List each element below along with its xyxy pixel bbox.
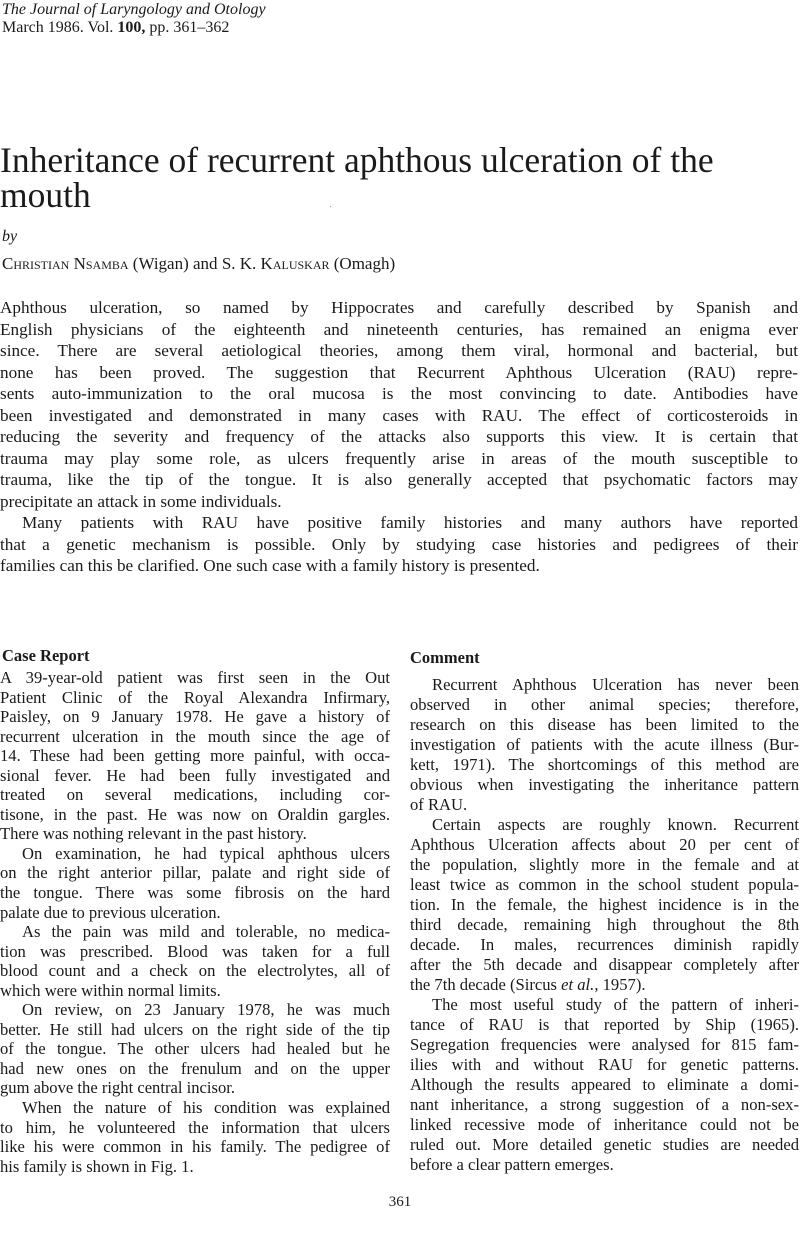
paragraph <box>0 297 798 512</box>
text-line: treated on several medications, including cor- <box>0 785 390 805</box>
text-line: precipitate an attack in some individuals. <box>0 491 282 511</box>
text-line: Aphthous ulceration, so named by Hippocrates and carefully described by Spanish and <box>0 298 798 317</box>
text-line: trauma, like the tip of the tongue. It is also generally accepted that psychomatic factors may <box>0 470 798 489</box>
journal-name: The Journal of Laryngology and Otology <box>2 1 266 18</box>
text-line: that a genetic mechanism is possible. Only by studying case histories and pedigrees of their <box>0 534 798 554</box>
paragraph <box>0 1000 390 1098</box>
text-line: better. He still had ulcers on the right side of the tip <box>0 1019 390 1039</box>
comment-body <box>410 675 799 1175</box>
paragraph <box>0 844 390 922</box>
text-line: the tongue. There was some fibrosis on the hard <box>0 883 390 903</box>
issue-info <box>2 18 229 37</box>
text-line: When the nature of his condition was explained <box>22 1098 390 1118</box>
text-line: ilies with and without RAU for genetic patterns. <box>410 1055 799 1074</box>
text-line: The most useful study of the pattern of inheri- <box>432 995 799 1014</box>
text-line: of the tongue. The other ulcers had healed but he <box>0 1039 390 1059</box>
text-line: his family is shown in Fig. 1. <box>0 1156 194 1176</box>
case-report-body <box>0 668 390 1176</box>
text-line: Patient Clinic of the Royal Alexandra Infirmary, <box>0 687 390 707</box>
author-name: S. K. Kaluskar <box>221 254 330 273</box>
text-line: families can this be clarified. One such case with a family history is presented. <box>0 556 540 575</box>
text-line: on the right anterior pillar, palate and right side of <box>0 863 390 883</box>
text-segment: the 7th decade (Sircus <box>410 975 562 994</box>
speck <box>330 206 331 207</box>
text-line: been investigated and demonstrated in many cases with RAU. The effect of corticosteroids in <box>0 405 798 425</box>
text-line <box>410 975 799 995</box>
text-line: On review, on 23 January 1978, he was much <box>22 1000 390 1020</box>
page-range: pp. 361–362 <box>145 19 230 36</box>
text-line: There was nothing relevant in the past history. <box>0 824 307 844</box>
text-line: recurrent ulceration in the mouth since the age of <box>0 726 390 746</box>
text-line: Many patients with RAU have positive family histories and many authors have reported <box>22 513 798 532</box>
text-line: On examination, he had typical aphthous ulcers <box>22 843 390 863</box>
text-line: palate due to previous ulceration. <box>0 902 221 922</box>
paragraph <box>410 995 799 1175</box>
text-line: Although the results appeared to eliminate a domi- <box>410 1075 799 1094</box>
byline: by <box>2 228 18 245</box>
text-line: trauma may play some role, as ulcers frequently arise in areas of the mouth susceptible to <box>0 448 798 468</box>
text-line: which were within normal limits. <box>0 980 221 1000</box>
paragraph <box>0 512 798 577</box>
text-line: research on this disease has been limited to the <box>410 715 799 734</box>
text-line: since. There are several aetiological theories, among them viral, hormonal and bacterial, but <box>0 341 798 360</box>
section-heading-comment: Comment <box>410 648 480 667</box>
section-heading-case-report: Case Report <box>2 646 90 665</box>
text-line: investigation of patients with the acute illness (Bur- <box>410 735 799 754</box>
paragraph <box>0 922 390 1000</box>
text-line: third decade, remaining high throughout the 8th <box>410 915 799 934</box>
text-line: observed in other animal species; therefore, <box>410 695 799 714</box>
text-line: English physicians of the eighteenth and nineteenth centuries, has remained an enigma ever <box>0 319 798 339</box>
text-line: like his were common in his family. The pedigree of <box>0 1137 390 1157</box>
text-line: none has been proved. The suggestion that Recurrent Aphthous Ulceration (RAU) repre- <box>0 362 798 382</box>
text-line: linked recessive mode of inheritance could not be <box>410 1115 799 1134</box>
text-line: of RAU. <box>410 795 468 814</box>
text-line: blood count and a check on the electrolytes, all of <box>0 961 390 981</box>
text-line: Aphthous Ulceration affects about 20 per cent of <box>410 835 799 854</box>
author-name: Christian Nsamba <box>2 254 129 273</box>
text-line: obvious when investigating the inheritance pattern <box>410 775 799 794</box>
italic-text: et al. <box>561 975 595 994</box>
article-title: Inheritance of recurrent aphthous ulceration of the mouth <box>0 140 714 215</box>
abstract <box>0 297 798 577</box>
text-line: tance of RAU is that reported by Ship (1965). <box>410 1015 799 1034</box>
text-line: nant inheritance, a strong suggestion of a non-sex- <box>410 1095 799 1114</box>
text-line: Segregation frequencies were analysed for 815 fam- <box>410 1035 799 1054</box>
text-line: had new ones on the frenulum and on the upper <box>0 1058 390 1078</box>
text-line: tisone, in the past. He was now on Oraldin gargles. <box>0 804 390 824</box>
text-segment: , 1957). <box>594 975 646 994</box>
text-line: Paisley, on 9 January 1978. He gave a history of <box>0 707 390 727</box>
text-line: reducing the severity and frequency of the attacks also supports this view. It is certain that <box>0 427 798 446</box>
text-line: to him, he volunteered the information that ulcers <box>0 1117 390 1137</box>
text-line: sents auto-immunization to the oral mucosa is the most convincing to date. Antibodies have <box>0 384 798 403</box>
author-affiliation: (Omagh) <box>329 254 396 273</box>
text-line: kett, 1971). The shortcomings of this method are <box>410 755 799 774</box>
issue-prefix: March 1986. Vol. <box>2 19 118 36</box>
text-line: tion. In the female, the highest incidence is in the <box>410 895 799 914</box>
paragraph <box>0 668 390 844</box>
text-line: gum above the right central incisor. <box>0 1078 236 1098</box>
text-line: tion was prescribed. Blood was taken for a full <box>0 941 390 961</box>
text-line: ruled out. More detailed genetic studies are needed <box>410 1135 799 1154</box>
author-affiliation: (Wigan) and <box>128 254 222 273</box>
text-line: A 39-year-old patient was first seen in the Out <box>0 668 390 687</box>
text-line: after the 5th decade and disappear completely after <box>410 955 799 974</box>
text-line: sional fever. He had been fully investigated and <box>0 765 390 785</box>
authors <box>2 254 395 274</box>
paragraph <box>0 1098 390 1176</box>
paragraph <box>410 815 799 995</box>
text-line: the population, slightly more in the female and at <box>410 855 799 874</box>
text-line: least twice as common in the school student popula- <box>410 875 799 894</box>
text-line: before a clear pattern emerges. <box>410 1155 614 1174</box>
text-line: 14. These had been getting more painful, with occa- <box>0 746 390 766</box>
page-number: 361 <box>388 1194 412 1210</box>
text-line: Recurrent Aphthous Ulceration has never been <box>432 675 799 694</box>
volume-number: 100, <box>117 19 146 36</box>
text-line: Certain aspects are roughly known. Recurrent <box>432 815 799 834</box>
paragraph <box>410 675 799 815</box>
text-line: As the pain was mild and tolerable, no medica- <box>22 922 390 942</box>
text-line: decade. In males, recurrences diminish rapidly <box>410 935 799 954</box>
